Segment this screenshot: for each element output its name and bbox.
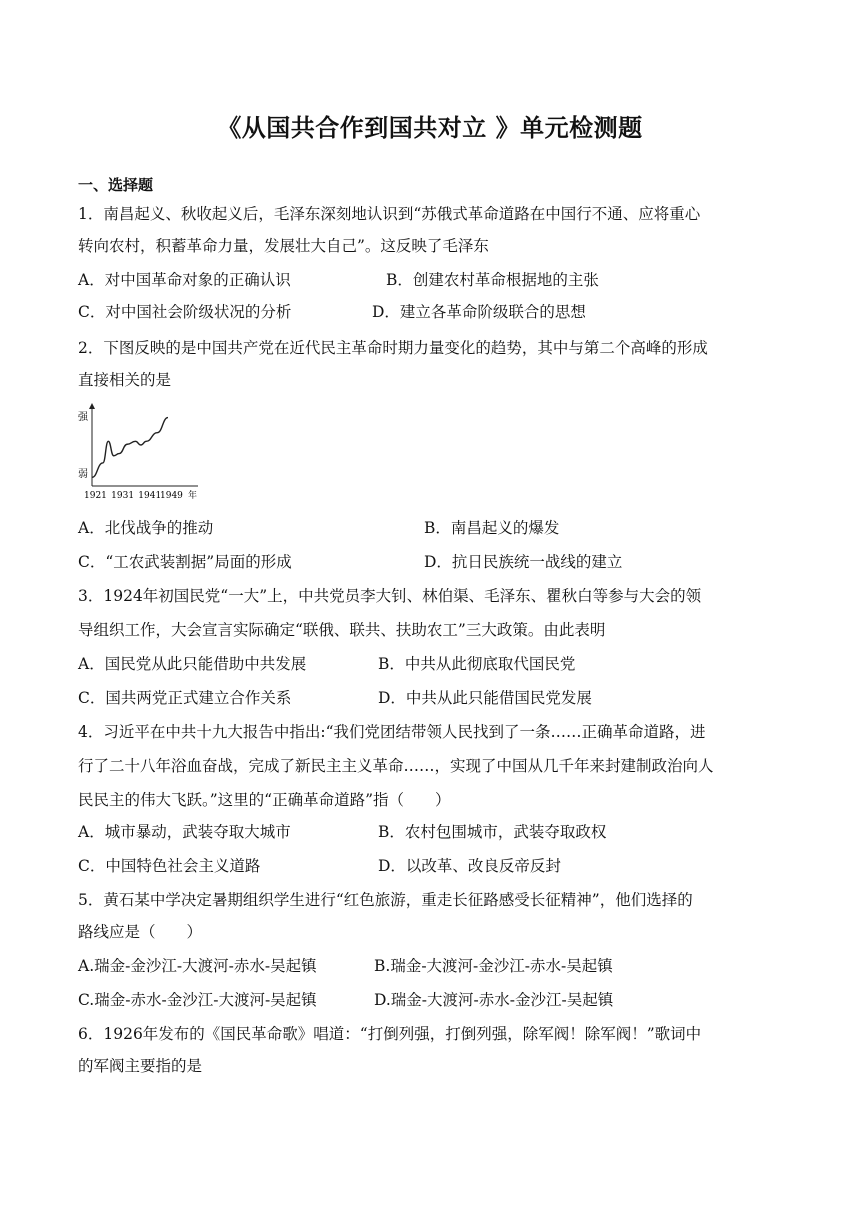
question-5-line-2: 路线应是（ ） — [78, 923, 203, 941]
question-4-line-3: 民民主的伟大飞跃。”这里的“正确革命道路”指（ ） — [78, 791, 451, 809]
question-5-line-1: 5．黄石某中学决定暑期组织学生进行“红色旅游，重走长征路感受长征精神”，他们选择的 — [78, 891, 693, 909]
q2-option-a: A．北伐战争的推动 — [78, 519, 214, 537]
q4-option-d: D．以改革、改良反帝反封 — [378, 857, 561, 875]
question-1-line-2: 转向农村，积蓄革命力量，发展壮大自己”。这反映了毛泽东 — [78, 237, 489, 255]
q4-option-b: B．农村包围城市，武装夺取政权 — [378, 823, 607, 841]
q3-option-a: A．国民党从此只能借助中共发展 — [78, 655, 307, 673]
q3-option-d: D．中共从此只能借国民党发展 — [378, 689, 592, 707]
question-6-line-1: 6．1926年发布的《国民革命歌》唱道：“打倒列强，打倒列强，除军阀！除军阀！”歌词中 — [78, 1025, 702, 1043]
q2-option-b: B．南昌起义的爆发 — [424, 519, 560, 537]
q5-option-c: C.瑞金-赤水-金沙江-大渡河-吴起镇 — [78, 991, 317, 1009]
strength-trend-chart — [76, 400, 206, 504]
section-heading: 一、选择题 — [78, 176, 154, 194]
trend-line — [92, 418, 168, 478]
q1-option-d: D．建立各革命阶级联合的思想 — [372, 303, 586, 321]
page-title: 《从国共合作到国共对立 》单元检测题 — [217, 114, 643, 142]
q3-option-c: C．国共两党正式建立合作关系 — [78, 689, 292, 707]
x-tick-label: 1921 — [84, 491, 107, 501]
q4-option-c: C．中国特色社会主义道路 — [78, 857, 261, 875]
question-2-line-2: 直接相关的是 — [78, 371, 172, 389]
question-3-line-2: 导组织工作，大会宣言实际确定“联俄、联共、扶助农工”三大政策。由此表明 — [78, 621, 606, 639]
x-unit-label: 年 — [188, 491, 198, 501]
y-label-weak: 弱 — [78, 469, 88, 480]
q5-option-d: D.瑞金-大渡河-赤水-金沙江-吴起镇 — [374, 991, 614, 1009]
question-3-line-1: 3．1924年初国民党“一大”上，中共党员李大钊、林伯渠、毛泽东、瞿秋白等参与大会的领 — [78, 587, 702, 605]
question-4-line-2: 行了二十八年浴血奋战，完成了新民主主义革命……，实现了中国从几千年来封建制政治向人 — [78, 757, 714, 775]
question-4-line-1: 4．习近平在中共十九大报告中指出:“我们党团结带领人民找到了一条……正确革命道路，进 — [78, 723, 706, 741]
q5-option-a: A.瑞金-金沙江-大渡河-赤水-吴起镇 — [78, 957, 317, 975]
question-6-line-2: 的军阀主要指的是 — [78, 1057, 203, 1075]
x-tick-label: 1941 — [138, 491, 162, 501]
q3-option-b: B．中共从此彻底取代国民党 — [378, 655, 576, 673]
y-label-strong: 强 — [78, 412, 88, 423]
x-tick-label: 1931 — [111, 491, 135, 501]
q1-option-a: A．对中国革命对象的正确认识 — [78, 271, 291, 289]
q1-option-c: C．对中国社会阶级状况的分析 — [78, 303, 292, 321]
q4-option-a: A．城市暴动，武装夺取大城市 — [78, 823, 291, 841]
q5-option-b: B.瑞金-大渡河-金沙江-赤水-吴起镇 — [374, 957, 613, 975]
x-tick-label: 1949 — [160, 491, 183, 501]
question-2-line-1: 2．下图反映的是中国共产党在近代民主革命时期力量变化的趋势，其中与第二个高峰的形成 — [78, 339, 708, 357]
q2-option-c: C．“工农武装割据”局面的形成 — [78, 553, 292, 571]
question-1-line-1: 1．南昌起义、秋收起义后，毛泽东深刻地认识到“苏俄式革命道路在中国行不通、应将重心 — [78, 205, 701, 223]
q1-option-b: B．创建农村革命根据地的主张 — [386, 271, 599, 289]
q2-option-d: D．抗日民族统一战线的建立 — [424, 553, 623, 571]
